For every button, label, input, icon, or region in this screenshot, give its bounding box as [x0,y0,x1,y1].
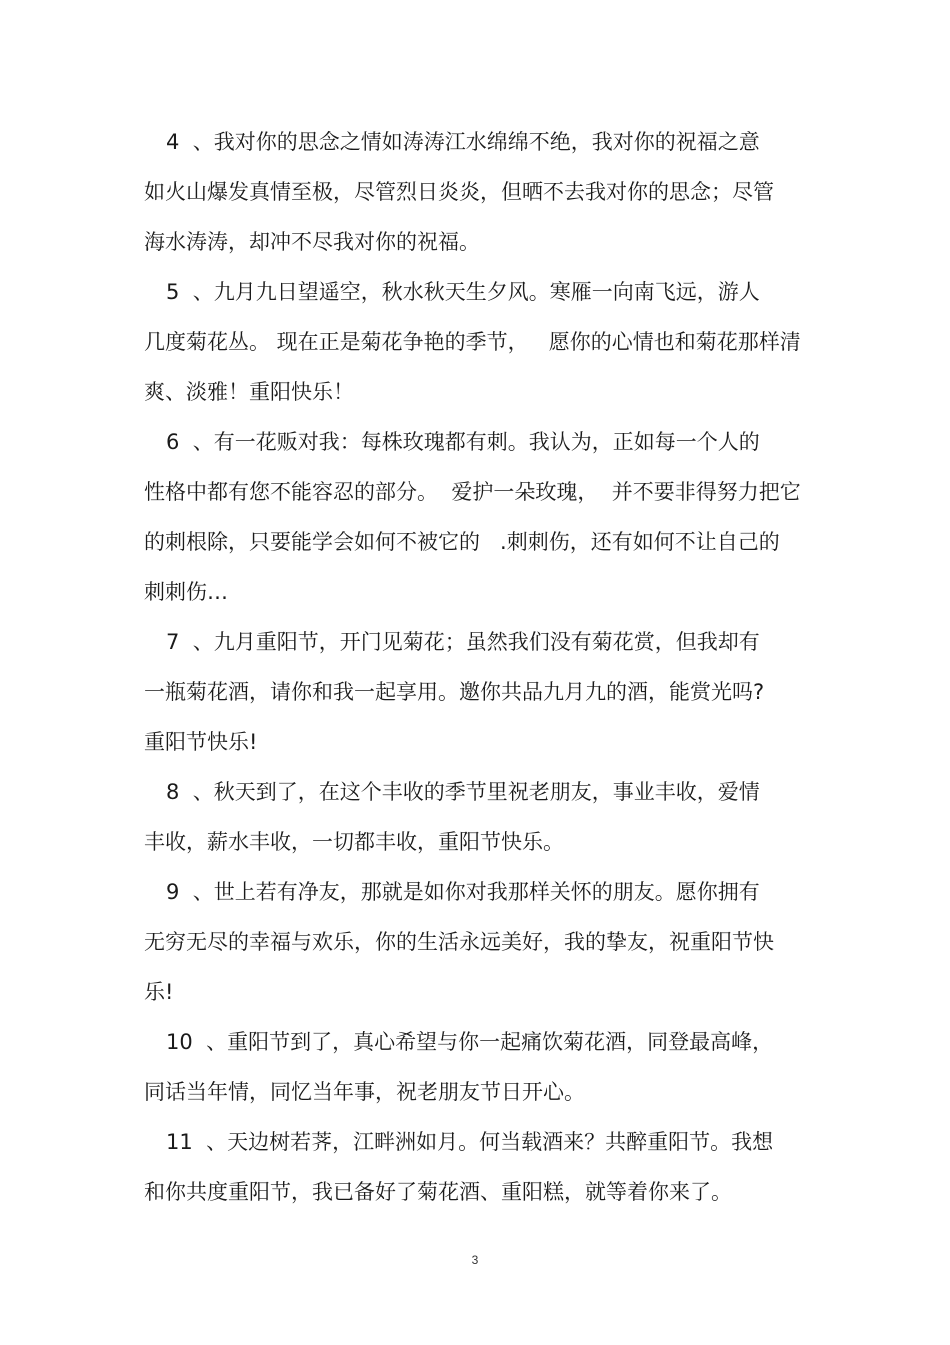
paragraph-line: 10 、重阳节到了，真心希望与你一起痛饮菊花酒，同登最高峰， [166,1030,774,1054]
paragraph-line: 性格中都有您不能容忍的部分。 爱护一朵玫瑰， 并不要非得努力把它 [144,480,801,504]
paragraph-line: 8 、秋天到了，在这个丰收的季节里祝老朋友，事业丰收，爱情 [166,780,760,804]
paragraph-line: 同话当年情，同忆当年事，祝老朋友节日开心。 [144,1080,585,1104]
paragraph-line: 6 、有一花贩对我：每株玫瑰都有刺。我认为，正如每一个人的 [166,430,760,454]
paragraph-line: 刺刺伤… [144,580,228,604]
paragraph-line: 几度菊花丛。 现在正是菊花争艳的季节， 愿你的心情也和菊花那样清 [144,330,801,354]
paragraph-line: 一瓶菊花酒，请你和我一起享用。邀你共品九月九的酒，能赏光吗? [144,680,765,704]
paragraph-line: 海水涛涛，却冲不尽我对你的祝福。 [144,230,480,254]
page-number: 3 [471,1253,479,1267]
paragraph-line: 5 、九月九日望遥空，秋水秋天生夕风。寒雁一向南飞远，游人 [166,280,760,304]
paragraph-line: 无穷无尽的幸福与欢乐，你的生活永远美好，我的挚友，祝重阳节快 [144,930,774,954]
paragraph-line: 如火山爆发真情至极，尽管烈日炎炎，但晒不去我对你的思念；尽管 [144,180,774,204]
paragraph-line: 的刺根除，只要能学会如何不被它的 .刺刺伤，还有如何不让自己的 [144,530,780,554]
paragraph-line: 爽、淡雅！重阳快乐！ [144,380,354,404]
paragraph-line: 4 、我对你的思念之情如涛涛江水绵绵不绝，我对你的祝福之意 [166,130,760,154]
paragraph-line: 11 、天边树若荠，江畔洲如月。何当载酒来？共醉重阳节。我想 [166,1130,774,1154]
paragraph-line: 7 、九月重阳节，开门见菊花；虽然我们没有菊花赏，但我却有 [166,630,760,654]
paragraph-line: 9 、世上若有净友，那就是如你对我那样关怀的朋友。愿你拥有 [166,880,760,904]
paragraph-line: 和你共度重阳节，我已备好了菊花酒、重阳糕，就等着你来了。 [144,1180,732,1204]
paragraph-line: 重阳节快乐! [144,730,258,754]
paragraph-line: 丰收，薪水丰收，一切都丰收，重阳节快乐。 [144,830,564,854]
paragraph-line: 乐! [144,980,174,1004]
